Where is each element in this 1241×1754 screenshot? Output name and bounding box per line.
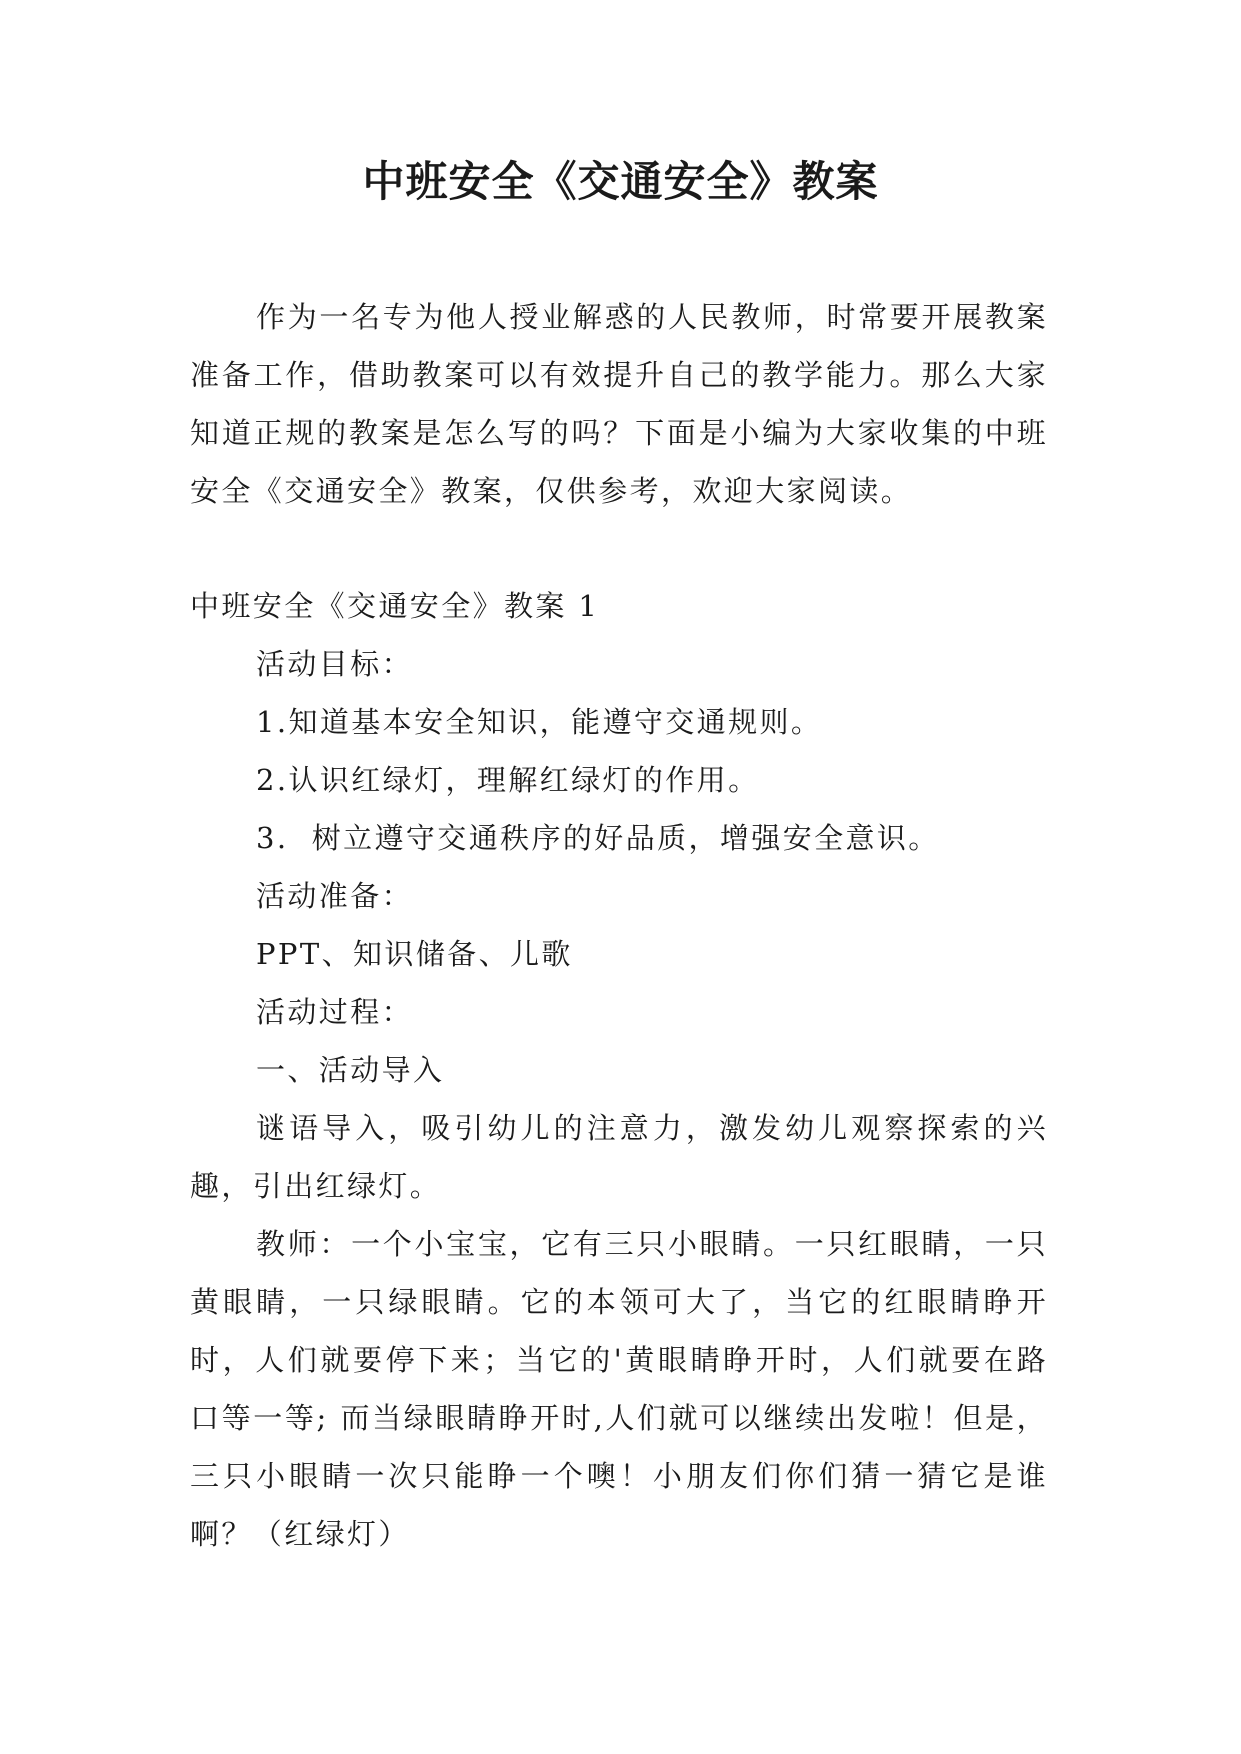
goals-label: 活动目标：	[256, 647, 414, 681]
document-title: 中班安全《交通安全》教案	[362, 157, 879, 206]
lesson-plan-content	[190, 577, 1048, 1563]
process-label: 活动过程：	[256, 995, 414, 1029]
intro-paragraph: 作为一名专为他人授业解惑的人民教师，时常要开展教案准备工作，借助教案可以有效提升自己的教学能力。那么大家知道正规的教案是怎么写的吗？下面是小编为大家收集的中班安全《交通安全》教案，仅供参考，欢迎大家阅读。	[190, 300, 1048, 508]
goal-item-1: 1.知道基本安全知识，能遵守交通规则。	[256, 705, 823, 739]
goal-item-2: 2.认识红绿灯，理解红绿灯的作用。	[256, 763, 760, 797]
prep-label: 活动准备：	[256, 879, 414, 913]
prep-items: PPT、知识储备、儿歌	[256, 937, 573, 971]
goal-item-3: 3. 树立遵守交通秩序的好品质，增强安全意识。	[256, 821, 940, 855]
section-heading: 中班安全《交通安全》教案 1	[190, 589, 600, 623]
step-1-text: 谜语导入，吸引幼儿的注意力，激发幼儿观察探索的兴趣，引出红绿灯。	[190, 1111, 1048, 1203]
teacher-riddle-text: 教师：一个小宝宝，它有三只小眼睛。一只红眼睛，一只黄眼睛，一只绿眼睛。它的本领可大了，当它的红眼睛睁开时，人们就要停下来；当它的'黄眼睛睁开时，人们就要在路口等一等; 而当绿眼睛睁开时,人们就可以继续出发啦！但是，三只小眼睛一次只能睁一个噢！小朋友们你们猜一猜它是谁啊？（红绿灯）	[190, 1227, 1048, 1551]
step-1-title: 一、活动导入	[256, 1053, 445, 1087]
